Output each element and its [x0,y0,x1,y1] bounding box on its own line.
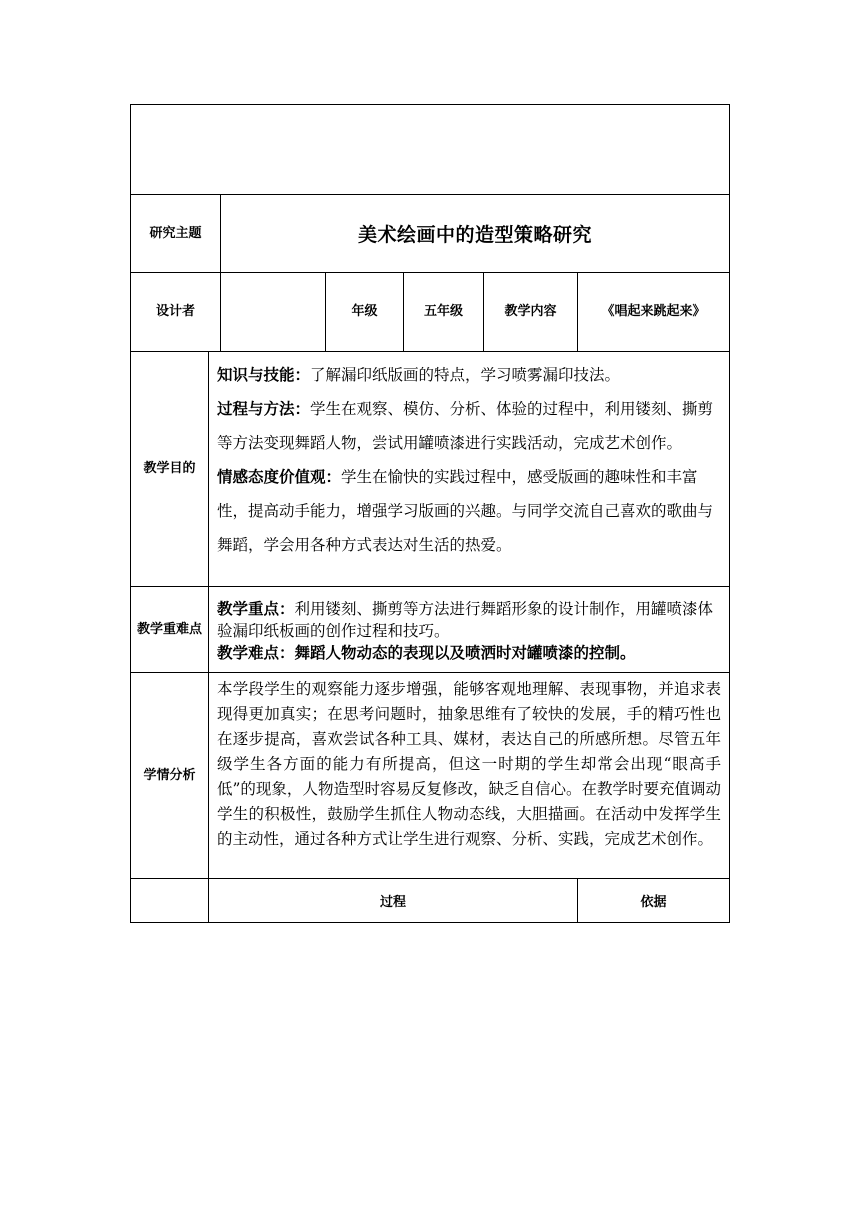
knowledge-objective [217,358,723,392]
blank-header-row [131,105,730,195]
knowledge-key: 知识与技能： [217,366,311,384]
topic-row [131,195,730,273]
emotion-key: 情感态度价值观： [217,468,342,486]
topic-title: 美术绘画中的造型策略研究 [221,195,730,273]
key-point-key: 教学重点： [217,599,295,618]
blank-header-cell [131,105,730,195]
content-label: 教学内容 [484,273,578,352]
analysis-text: 本学段学生的观察能力逐步增强，能够客观地理解、表现事物，并追求表现得更加真实；在思考问题时，抽象思维有了较快的发展，手的精巧性也在逐步提高，喜欢尝试各种工具、媒材，表达自己的所感所想。尽管五年级学生各方面的能力有所提高，但这一时期的学生却常会出现“眼高手低”的现象，人物造型时容易反复修改，缺乏自信心。在教学时要充值调动学生的积极性，鼓励学生抓住人物动态线，大胆描画。在活动中发挥学生的主动性，通过各种方式让学生进行观察、分析、实践，完成艺术创作。 [209,673,730,879]
difficult-point [217,642,723,664]
grade-label: 年级 [326,273,404,352]
process-objective [217,392,723,460]
key-difficult-content [209,587,730,673]
key-point-text: 利用镂刻、撕剪等方法进行舞蹈形象的设计制作，用罐喷漆体验漏印纸板画的创作过程和技巧。 [217,599,714,640]
footer-row [131,879,730,923]
topic-label: 研究主题 [131,195,221,273]
analysis-row [131,673,730,879]
analysis-label: 学情分析 [131,673,209,879]
designer-value [221,273,326,352]
difficult-key: 教学难点： [217,643,295,662]
emotion-text: 学生在愉快的实践过程中，感受版画的趣味性和丰富性，提高动手能力，增强学习版画的兴趣。与同学交流自己喜欢的歌曲与舞蹈，学会用各种方式表达对生活的热爱。 [217,468,714,554]
basis-header: 依据 [578,879,730,923]
key-difficult-row [131,587,730,673]
designer-label: 设计者 [131,273,221,352]
lesson-plan-table [130,104,730,923]
key-point [217,598,723,642]
footer-blank-cell [131,879,209,923]
info-row [131,273,730,352]
difficult-text: 舞蹈人物动态的表现以及喷洒时对罐喷漆的控制。 [294,643,636,662]
emotion-objective [217,460,723,562]
content-value: 《唱起来跳起来》 [578,273,730,352]
process-key: 过程与方法： [217,400,311,418]
knowledge-text: 了解漏印纸版画的特点，学习喷雾漏印技法。 [310,366,621,384]
objectives-label: 教学目的 [131,352,209,587]
objectives-content [209,352,730,587]
objectives-row [131,352,730,587]
key-difficult-label: 教学重难点 [131,587,209,673]
process-header: 过程 [209,879,578,923]
process-text: 学生在观察、模仿、分析、体验的过程中，利用镂刻、撕剪等方法变现舞蹈人物，尝试用罐喷漆进行实践活动，完成艺术创作。 [217,400,714,452]
grade-value: 五年级 [404,273,484,352]
